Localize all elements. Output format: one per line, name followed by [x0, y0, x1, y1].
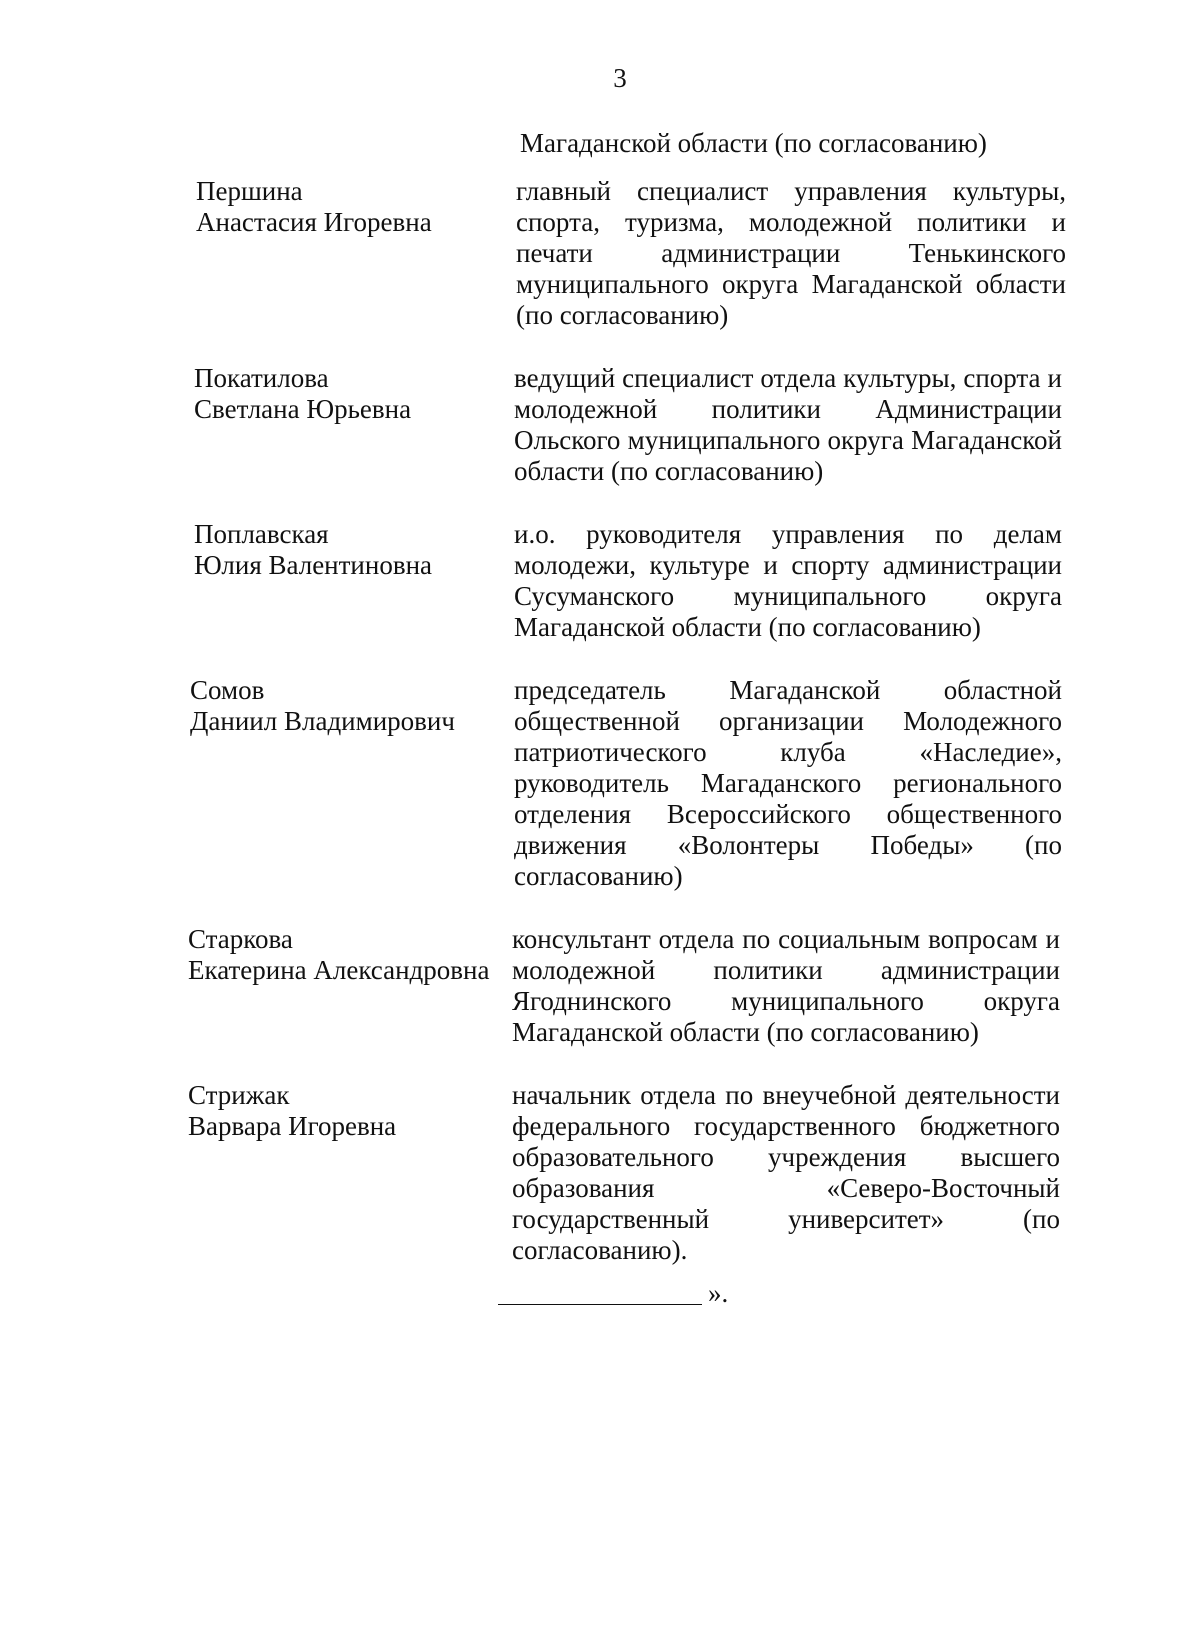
member-name: [196, 176, 516, 331]
member-given-names: Варвара Игоревна: [188, 1111, 397, 1141]
member-given-names: Юлия Валентиновна: [194, 550, 433, 580]
member-role: главный специалист управления культуры, спорта, туризма, молодежной политики и печати администрации Тенькинского муниципального округа Магаданской области (по согласованию): [516, 176, 1066, 330]
closing-quote-mark: ».: [708, 1278, 729, 1308]
member-role: председатель Магаданской областной общественной организации Молодежного патриотического клуба «Наследие», руководитель Магаданского регионального отделения Всероссийского общественного движения «Волонтеры Победы» (по согласованию): [514, 675, 1062, 891]
member-name: [188, 924, 512, 1048]
member-entry: [0, 675, 1200, 892]
member-entry: [0, 176, 1200, 331]
member-name: [188, 1080, 512, 1266]
continuation-text: Магаданской области (по согласованию): [520, 128, 987, 158]
member-surname: Стрижак: [188, 1080, 290, 1110]
member-entry: [0, 363, 1200, 487]
signature-rule: [498, 1304, 702, 1305]
member-entry: [0, 924, 1200, 1048]
member-surname: Старкова: [188, 924, 293, 954]
member-name: [190, 675, 514, 892]
member-name: [194, 363, 514, 487]
member-surname: Сомов: [190, 675, 265, 705]
member-given-names: Екатерина Александровна: [188, 955, 490, 985]
member-role: консультант отдела по социальным вопросам и молодежной политики администрации Ягоднинского муниципального округа Магаданской области (по согласованию): [512, 924, 1060, 1047]
member-role: ведущий специалист отдела культуры, спорта и молодежной политики Администрации Ольского муниципального округа Магаданской области (по согласованию): [514, 363, 1062, 486]
member-name: [194, 519, 514, 643]
page-number: 3: [613, 63, 627, 93]
member-list: [0, 176, 1200, 1298]
member-entry: [0, 519, 1200, 643]
member-surname: Покатилова: [194, 363, 329, 393]
member-role: и.о. руководителя управления по делам молодежи, культуре и спорту администрации Сусуманского муниципального округа Магаданской области (по согласованию): [514, 519, 1062, 642]
member-surname: Першина: [196, 176, 303, 206]
closing-line: [498, 1278, 728, 1309]
member-given-names: Светлана Юрьевна: [194, 394, 412, 424]
member-role: начальник отдела по внеучебной деятельности федерального государственного бюджетного образовательного учреждения высшего образования «Северо-Восточный государственный университет» (по согласованию).: [512, 1080, 1060, 1265]
member-given-names: Даниил Владимирович: [190, 706, 455, 736]
member-surname: Поплавская: [194, 519, 329, 549]
member-given-names: Анастасия Игоревна: [196, 207, 432, 237]
member-entry: [0, 1080, 1200, 1266]
